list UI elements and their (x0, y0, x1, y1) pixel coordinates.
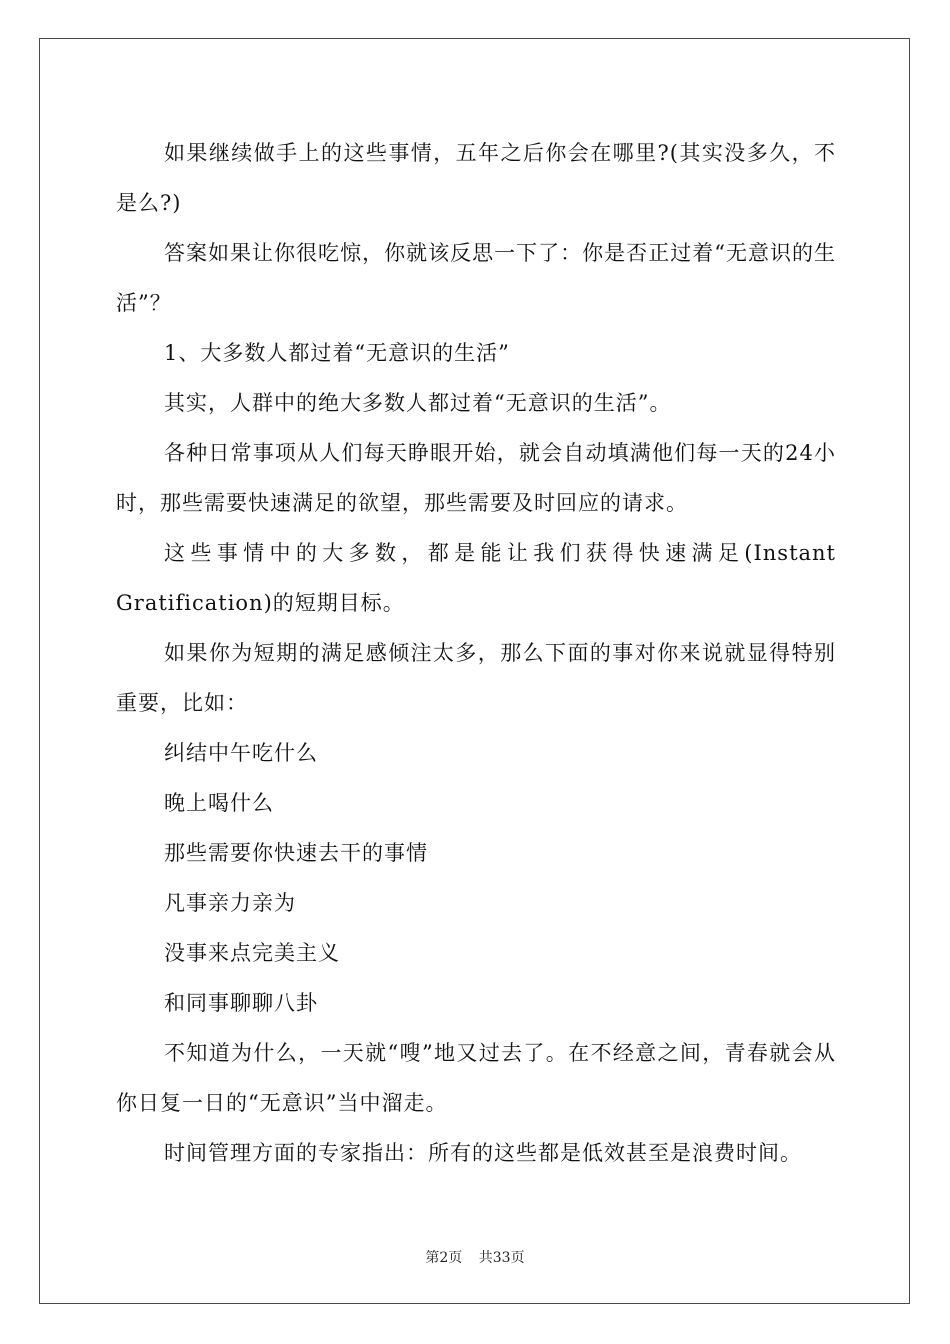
list-item: 和同事聊聊八卦 (164, 991, 318, 1015)
list-item: 纠结中午吃什么 (164, 741, 318, 765)
page-total: 共33页 (478, 1250, 525, 1266)
paragraph: 如果继续做手上的这些事情，五年之后你会在哪里?(其实没多久，不是么?) (116, 141, 836, 215)
list-item: 没事来点完美主义 (164, 941, 340, 965)
paragraph: 这些事情中的大多数，都是能让我们获得快速满足(Instant Gratification)的短期目标。 (116, 541, 836, 615)
list-item: 凡事亲力亲为 (164, 891, 296, 915)
document-body (116, 128, 836, 1178)
list-item: 那些需要你快速去干的事情 (164, 841, 428, 865)
paragraph: 答案如果让你很吃惊，你就该反思一下了：你是否正过着“无意识的生活”？ (116, 241, 836, 315)
section-heading: 1、大多数人都过着“无意识的生活” (164, 341, 510, 365)
paragraph: 不知道为什么，一天就“嗖”地又过去了。在不经意之间，青春就会从你日复一日的“无意识”当中溜走。 (116, 1041, 836, 1115)
paragraph: 时间管理方面的专家指出：所有的这些都是低效甚至是浪费时间。 (164, 1141, 802, 1165)
page-footer (0, 1247, 950, 1267)
paragraph: 如果你为短期的满足感倾注太多，那么下面的事对你来说就显得特别重要，比如： (116, 641, 836, 715)
page-number: 第2页 (425, 1250, 463, 1266)
paragraph: 其实，人群中的绝大多数人都过着“无意识的生活”。 (164, 391, 672, 415)
list-item: 晚上喝什么 (164, 791, 274, 815)
paragraph: 各种日常事项从人们每天睁眼开始，就会自动填满他们每一天的24小时，那些需要快速满足的欲望，那些需要及时回应的请求。 (116, 441, 836, 515)
